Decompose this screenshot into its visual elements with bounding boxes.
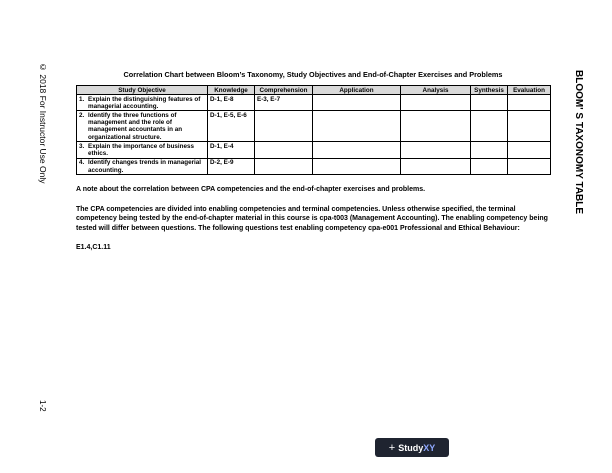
evaluation-cell [508, 95, 551, 111]
taxonomy-table [76, 85, 551, 175]
knowledge-cell: D-1, E-8 [208, 95, 255, 111]
chart-title: Correlation Chart between Bloom’s Taxonomy, Study Objectives and End-of-Chapter Exercises and Problems [123, 70, 503, 79]
col-header-comprehension: Comprehension [255, 86, 313, 95]
objective-number: 4. [79, 159, 85, 167]
knowledge-cell: D-1, E-5, E-6 [208, 111, 255, 142]
application-cell [313, 142, 401, 158]
evaluation-cell [508, 142, 551, 158]
col-header-evaluation: Evaluation [508, 86, 551, 95]
knowledge-cell: D-2, E-9 [208, 158, 255, 174]
analysis-cell [401, 158, 471, 174]
analysis-cell [401, 95, 471, 111]
objective-text: Identify changes trends in managerial accounting. [88, 159, 202, 174]
objective-text: Explain the importance of business ethics. [88, 142, 195, 158]
evaluation-cell [508, 111, 551, 142]
main-content [76, 70, 550, 263]
application-cell [313, 158, 401, 174]
synthesis-cell [471, 111, 508, 142]
objective-text: Explain the distinguishing features of managerial accounting. [88, 95, 201, 110]
table-row [77, 142, 551, 158]
cpa-note [76, 185, 550, 252]
comprehension-cell [255, 111, 313, 142]
application-cell [313, 111, 401, 142]
analysis-cell [401, 142, 471, 158]
col-header-synthesis: Synthesis [471, 86, 508, 95]
comprehension-cell: E-3, E-7 [255, 95, 313, 111]
knowledge-cell: D-1, E-4 [208, 142, 255, 158]
comprehension-cell [255, 158, 313, 174]
logo-text-accent: XY [423, 442, 436, 453]
table-row [77, 158, 551, 174]
synthesis-cell [471, 142, 508, 158]
note-heading: A note about the correlation between CPA competencies and the end-of-chapter exercises and problems. [76, 186, 426, 194]
section-title: BLOOM' S TAXONOMY TABLE [573, 70, 584, 215]
plus-icon: + [388, 441, 396, 454]
comprehension-cell [255, 142, 313, 158]
studyxy-logo [375, 438, 449, 457]
objective-text: Identify the three functions of management and the role of management accountants in an organizational structure. [88, 111, 183, 141]
note-body: The CPA competencies are divided into enabling competencies and terminal competencies. Unless otherwise specified, the terminal competency being tested by the end-of-chapter material in this course is cpa-t003 (Management Accounting). The enabling competency being tested will differ between questions. The following questions test enabling competency cpa-e001 Professional and Ethical Behaviour: [76, 205, 548, 232]
col-header-application: Application [313, 86, 401, 95]
objective-cell [77, 142, 208, 158]
copyright-notice: © 2018 For Instructor Use Only [38, 62, 48, 184]
evaluation-cell [508, 158, 551, 174]
logo-text-main: Study [398, 442, 424, 453]
page-number: 1-2 [38, 400, 47, 412]
objective-number: 1. [79, 95, 85, 103]
synthesis-cell [471, 158, 508, 174]
analysis-cell [401, 111, 471, 142]
col-header-analysis: Analysis [401, 86, 471, 95]
note-references: E1.4,C1.11 [76, 244, 111, 252]
objective-number: 3. [79, 142, 85, 150]
table-row [77, 111, 551, 142]
col-header-knowledge: Knowledge [208, 86, 255, 95]
objective-cell [77, 158, 208, 174]
objective-cell [77, 111, 208, 142]
synthesis-cell [471, 95, 508, 111]
col-header-objective: Study Objective [77, 86, 208, 95]
objective-cell [77, 95, 208, 111]
table-row [77, 95, 551, 111]
application-cell [313, 95, 401, 111]
objective-number: 2. [79, 111, 85, 119]
table-header-row [77, 86, 551, 95]
